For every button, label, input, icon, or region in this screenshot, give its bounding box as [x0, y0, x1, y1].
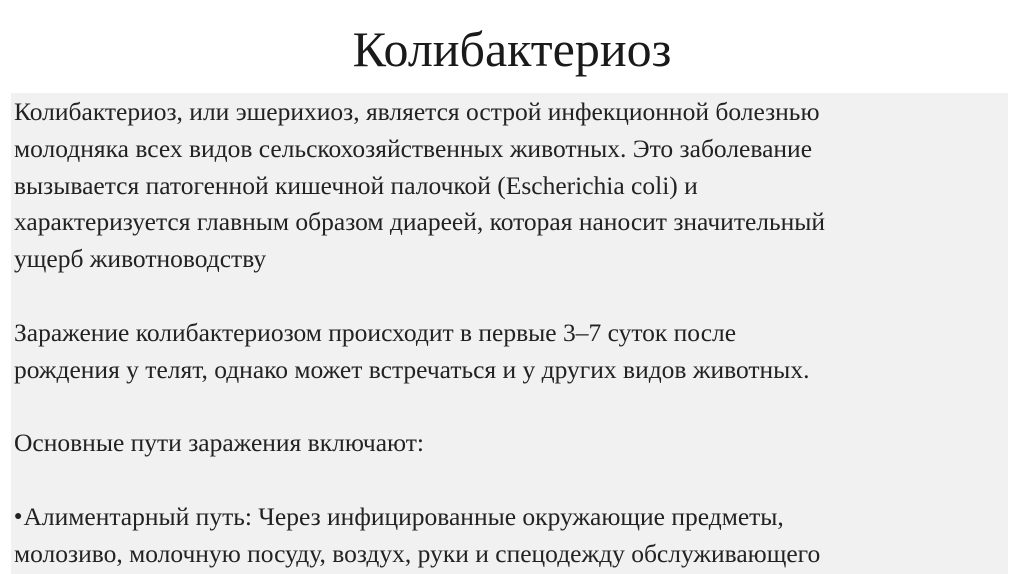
- slide-title: Колибактериоз: [352, 21, 672, 77]
- paragraph-1-line: характеризуется главным образом диареей, которая наносит значительный: [14, 207, 826, 237]
- paragraph-1-line: Колибактериоз, или эшерихиоз, является острой инфекционной болезнью: [14, 97, 820, 126]
- paragraph-spacer: [14, 278, 1004, 315]
- bullet-icon: ●: [14, 508, 23, 524]
- paragraph-2-line: Заражение колибактериозом происходит в первые 3–7 суток после: [14, 317, 737, 347]
- body-text: [14, 94, 1004, 572]
- paragraph-1-line: вызывается патогенной кишечной палочкой (Escherichia coli) и: [14, 170, 698, 200]
- paragraph-1-line: молодняка всех видов сельскохозяйственных животных. Это заболевание: [14, 133, 813, 163]
- paragraph-2-line: рождения у телят, однако может встречаться и у других видов животных.: [14, 354, 810, 384]
- bullet-item-line: молозиво, молочную посуду, воздух, руки и спецодежду обслуживающего: [14, 538, 821, 568]
- paragraph-spacer: [14, 388, 1004, 425]
- paragraph-3-line: Основные пути заражения включают:: [14, 428, 424, 458]
- content-box: [11, 93, 1008, 574]
- paragraph-spacer: [14, 462, 1004, 499]
- paragraph-1-line: ущерб животноводству: [14, 244, 267, 274]
- bullet-item-text: Алиментарный путь: Через инфицированные окружающие предметы,: [23, 501, 784, 531]
- bullet-item-line: [14, 499, 1004, 536]
